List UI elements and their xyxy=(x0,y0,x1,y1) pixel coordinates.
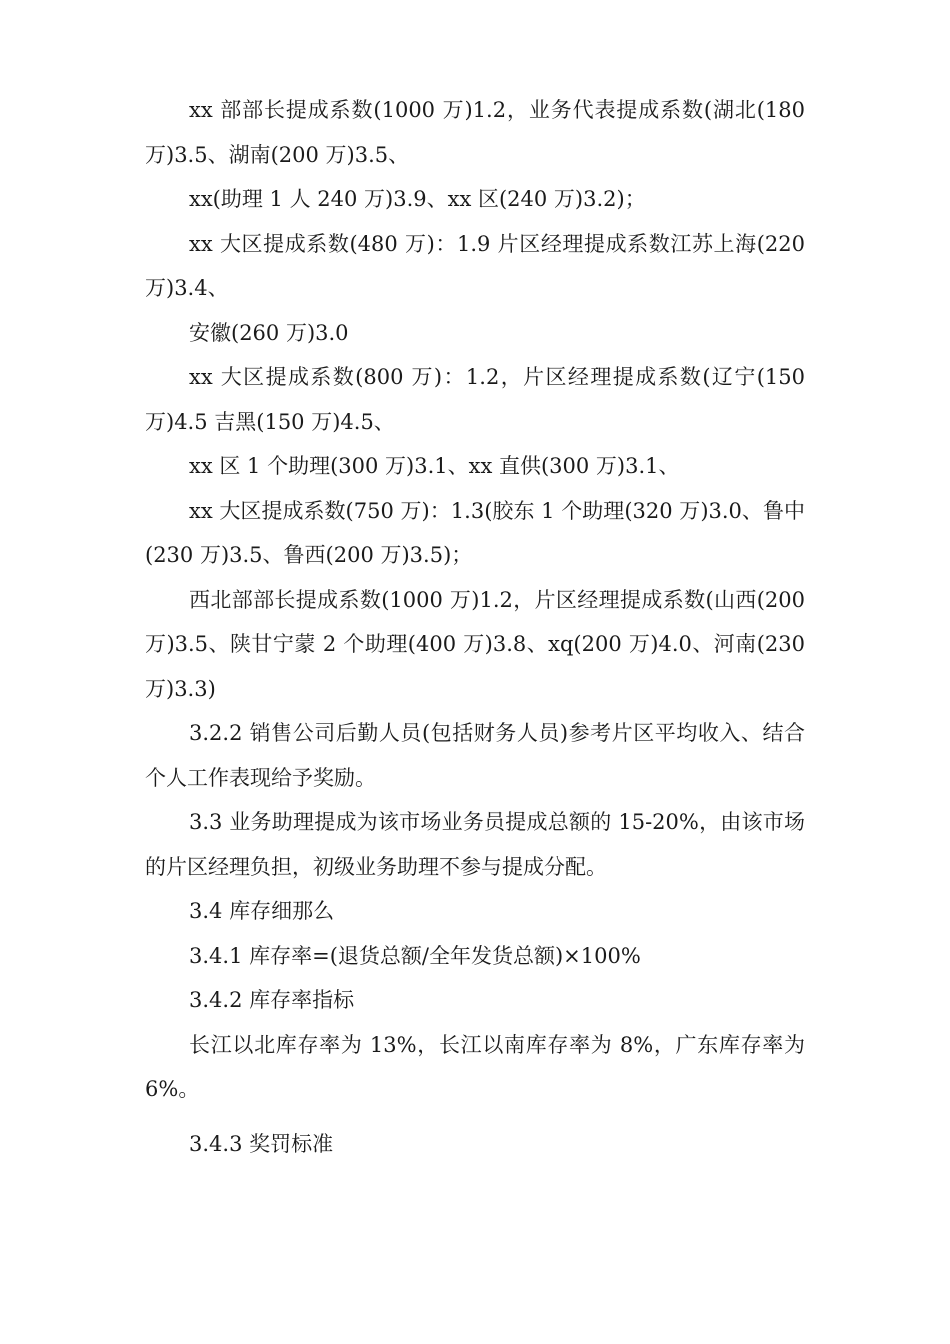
paragraph-spacer xyxy=(145,1112,805,1122)
document-body xyxy=(145,88,805,1166)
paragraph-8: 西北部部长提成系数(1000 万)1.2，片区经理提成系数(山西(200 万)3.5、陕甘宁蒙 2 个助理(400 万)3.8、xq(200 万)4.0、河南(230 万)3.3) xyxy=(145,587,805,701)
paragraph-10: 3.3 业务助理提成为该市场业务员提成总额的 15-20%，由该市场的片区经理负担，初级业务助理不参与提成分配。 xyxy=(145,810,805,879)
paragraph-3: xx 大区提成系数(480 万)：1.9 片区经理提成系数江苏上海(220 万)3.4、 xyxy=(145,231,805,300)
paragraph-15: 3.4.3 奖罚标准 xyxy=(189,1131,334,1156)
paragraph-14: 长江以北库存率为 13%，长江以南库存率为 8%，广东库存率为 6%。 xyxy=(145,1032,805,1101)
paragraph-12: 3.4.1 库存率=(退货总额/全年发货总额)×100% xyxy=(189,943,641,968)
paragraph-9: 3.2.2 销售公司后勤人员(包括财务人员)参考片区平均收入、结合个人工作表现给予奖励。 xyxy=(145,721,805,790)
paragraph-5: xx 大区提成系数(800 万)：1.2，片区经理提成系数(辽宁(150 万)4.5 吉黑(150 万)4.5、 xyxy=(145,365,805,434)
paragraph-13: 3.4.2 库存率指标 xyxy=(189,988,355,1012)
paragraph-6: xx 区 1 个助理(300 万)3.1、xx 直供(300 万)3.1、 xyxy=(189,454,680,478)
paragraph-2: xx(助理 1 人 240 万)3.9、xx 区(240 万)3.2)； xyxy=(189,187,646,211)
paragraph-4: 安徽(260 万)3.0 xyxy=(189,320,349,345)
paragraph-1: xx 部部长提成系数(1000 万)1.2，业务代表提成系数(湖北(180 万)3.5、湖南(200 万)3.5、 xyxy=(145,98,805,167)
paragraph-7: xx 大区提成系数(750 万)：1.3(胶东 1 个助理(320 万)3.0、鲁中(230 万)3.5、鲁西(200 万)3.5)； xyxy=(145,498,805,567)
paragraph-11: 3.4 库存细那么 xyxy=(189,899,335,923)
